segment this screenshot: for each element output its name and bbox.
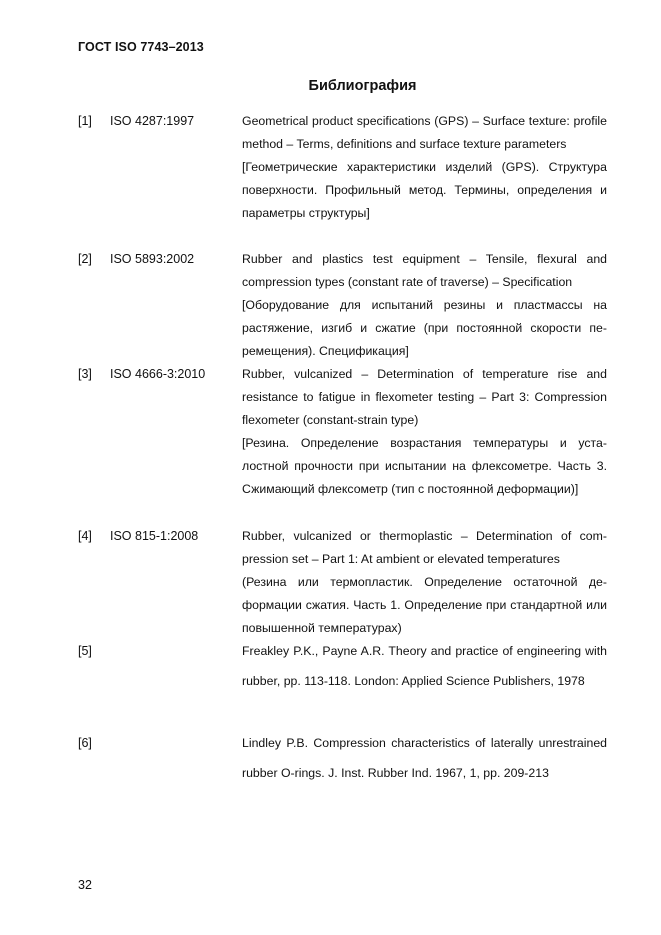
entry-number: [6] [78,736,92,750]
entry-english-title: Rubber, vulcanized or thermoplastic – Determination of compression set – Part 1: At ambient or elevated temperatures [242,529,607,566]
entry-russian-title: (Резина или термопластик. Определение остаточной деформации сжатия. Часть 1. Определение при стандартной или повышенной температурах) [242,575,607,635]
entry-russian-title: [Оборудование для испытаний резины и пластмассы на растяжение, изгиб и сжатие (при постоянной скорости перемещения). Спецификация] [242,298,607,358]
entry-reference: Freakley P.K., Payne A.R. Theory and practice of engineering with rubber, pp. 113-118. London: Applied Science Publishers, 1978 [242,644,607,688]
entry-text [242,363,607,501]
entry-english-title: Geometrical product specifications (GPS) – Surface texture: profile method – Terms, definitions and surface texture parameters [242,114,607,151]
entry-english-title: Rubber and plastics test equipment – Tensile, flexural and compression types (constant rate of traverse) – Specification [242,252,607,289]
section-title-text: Библиография [308,78,417,94]
entry-russian-title: [Геометрические характеристики изделий (GPS). Структура поверхности. Профильный метод. Термины, определения и параметры структуры] [242,160,607,220]
entry-text [242,248,607,363]
entry-standard: ISO 5893:2002 [110,252,195,266]
entry-standard: ISO 815-1:2008 [110,529,199,543]
entry-russian-title: [Резина. Определение возрастания температуры и усталостной прочности при испытании на флексометре. Часть 3. Сжимающий флексометр (тип с постоянной деформации)] [242,436,607,496]
page-number: 32 [78,878,92,892]
document-header: ГОСТ ISO 7743–2013 [78,40,204,54]
section-title [0,78,661,94]
entry-number: [3] [78,367,92,381]
entry-number: [5] [78,644,92,658]
entry-number: [2] [78,252,92,266]
entry-standard: ISO 4666-3:2010 [110,367,206,381]
entry-text [242,728,607,788]
entry-number: [1] [78,114,92,128]
entry-text [242,636,607,696]
entry-text [242,525,607,640]
entry-text [242,110,607,225]
entry-english-title: Rubber, vulcanized – Determination of temperature rise and resistance to fatigue in flexometer testing – Part 3: Compression flexometer (constant-strain type) [242,367,607,427]
entry-number: [4] [78,529,92,543]
entry-standard: ISO 4287:1997 [110,114,195,128]
entry-reference: Lindley P.B. Compression characteristics of laterally unrestrained rubber O-rings. J. Inst. Rubber Ind. 1967, 1, pp. 209-213 [242,736,607,780]
